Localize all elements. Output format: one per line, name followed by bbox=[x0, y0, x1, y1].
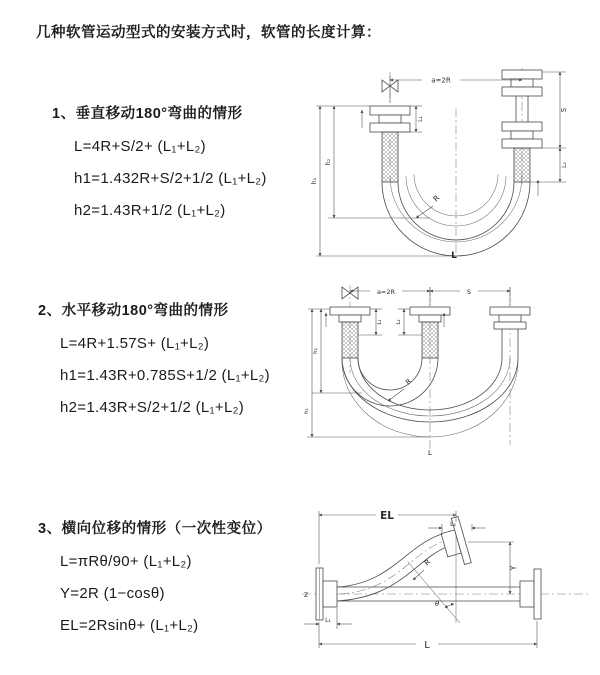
formula-line: h1=1.43R+0.785S+1/2 (L₁+L₂) bbox=[60, 367, 270, 384]
dim-label-s: S bbox=[466, 288, 472, 296]
right-flange bbox=[502, 87, 542, 96]
dim-label-length: L bbox=[428, 449, 432, 457]
right-flange bbox=[502, 70, 542, 79]
formula-line: L=4R+1.57S+ (L₁+L₂) bbox=[60, 335, 210, 352]
dim-label-length: L bbox=[424, 640, 430, 651]
section-1 bbox=[52, 102, 267, 227]
right-nut bbox=[499, 315, 521, 322]
right-flange bbox=[490, 307, 530, 315]
hose-arc-outer bbox=[342, 358, 438, 406]
right-lower-flange bbox=[502, 139, 542, 148]
diagram-2-drawing bbox=[304, 281, 592, 461]
section-3 bbox=[38, 517, 272, 642]
middle-nut bbox=[419, 315, 441, 322]
middle-braided-hose bbox=[422, 322, 438, 358]
formula-line: h1=1.432R+S/2+1/2 (L₁+L₂) bbox=[74, 170, 267, 187]
curved-hose-wall bbox=[337, 546, 449, 601]
formula-line: EL=2Rsinθ+ (L₁+L₂) bbox=[60, 617, 199, 634]
dim-label-l2: L₂ bbox=[561, 162, 568, 168]
curved-hose-wall bbox=[337, 533, 445, 587]
section-2 bbox=[38, 299, 270, 424]
dim-label-a2r: a=2R bbox=[431, 76, 451, 85]
hose-arc-inner bbox=[358, 358, 422, 390]
radius-leader bbox=[416, 206, 433, 218]
curved-hose-centerline bbox=[340, 540, 447, 594]
dim-label-length: L bbox=[451, 251, 457, 260]
formula-line: Y=2R (1−cosθ) bbox=[60, 585, 165, 602]
dim-label-r: R bbox=[422, 557, 433, 568]
radius-leader bbox=[388, 389, 404, 401]
right-lower-nut bbox=[511, 131, 533, 139]
dim-label-s: S bbox=[560, 107, 568, 113]
formula-line: h2=1.43R+S/2+1/2 (L₁+L₂) bbox=[60, 399, 245, 416]
left-flange bbox=[370, 123, 410, 132]
diagram-1-drawing bbox=[308, 66, 592, 260]
section-3-heading: 3、横向位移的情形（一次性变位） bbox=[38, 521, 272, 537]
left-braided-hose bbox=[382, 132, 398, 182]
dim-label-r: R bbox=[431, 193, 442, 204]
angle-radius-line bbox=[408, 562, 460, 623]
dim-label-h2: h₂ bbox=[313, 348, 319, 354]
formula-line: L=4R+S/2+ (L₁+L₂) bbox=[74, 138, 206, 155]
left-flange bbox=[370, 106, 410, 115]
formula-line: h2=1.43R+1/2 (L₁+L₂) bbox=[74, 202, 226, 219]
right-hub bbox=[494, 322, 526, 329]
right-hub bbox=[520, 581, 534, 607]
right-flange-plate bbox=[534, 569, 541, 619]
centerline-mark: Z bbox=[304, 592, 309, 599]
left-hub bbox=[323, 581, 337, 607]
dim-label-h1: h₁ bbox=[311, 177, 318, 185]
section-2-heading: 2、水平移动180°弯曲的情形 bbox=[38, 303, 229, 319]
diagram-vertical-u-bend bbox=[308, 66, 592, 260]
section-1-heading: 1、垂直移动180°弯曲的情形 bbox=[52, 106, 243, 122]
dim-label-h1: h₁ bbox=[304, 408, 310, 414]
left-nut bbox=[379, 115, 401, 123]
dim-label-theta: θ bbox=[434, 600, 440, 608]
section-2-formulas bbox=[60, 328, 270, 424]
dim-label-el: EL bbox=[380, 510, 394, 522]
left-flange bbox=[330, 307, 370, 315]
dim-label-l1: L₁ bbox=[325, 617, 331, 624]
diagram-lateral-displacement bbox=[296, 502, 598, 660]
formula-line: L=πRθ/90+ (L₁+L₂) bbox=[60, 553, 192, 570]
diagram-horizontal-u-bend bbox=[304, 281, 592, 461]
left-braided-hose bbox=[342, 322, 358, 358]
section-1-formulas bbox=[74, 131, 267, 227]
dim-label-l2: L₂ bbox=[450, 521, 456, 528]
section-3-formulas bbox=[60, 546, 272, 642]
left-nut bbox=[339, 315, 361, 322]
diagram-3-drawing bbox=[296, 502, 598, 660]
dim-label-r: R bbox=[404, 377, 414, 387]
dim-label-y: Y bbox=[509, 565, 518, 571]
page-title: 几种软管运动型式的安装方式时，软管的长度计算： bbox=[36, 25, 381, 41]
dim-label-a2r: a=2R bbox=[376, 288, 396, 296]
dim-label-l1: L₁ bbox=[417, 116, 424, 122]
dim-label-h2: h₂ bbox=[325, 158, 332, 166]
dim-label-l1: L₁ bbox=[377, 319, 383, 325]
dim-label-l2: L₂ bbox=[396, 319, 402, 325]
right-lower-flange bbox=[502, 122, 542, 131]
